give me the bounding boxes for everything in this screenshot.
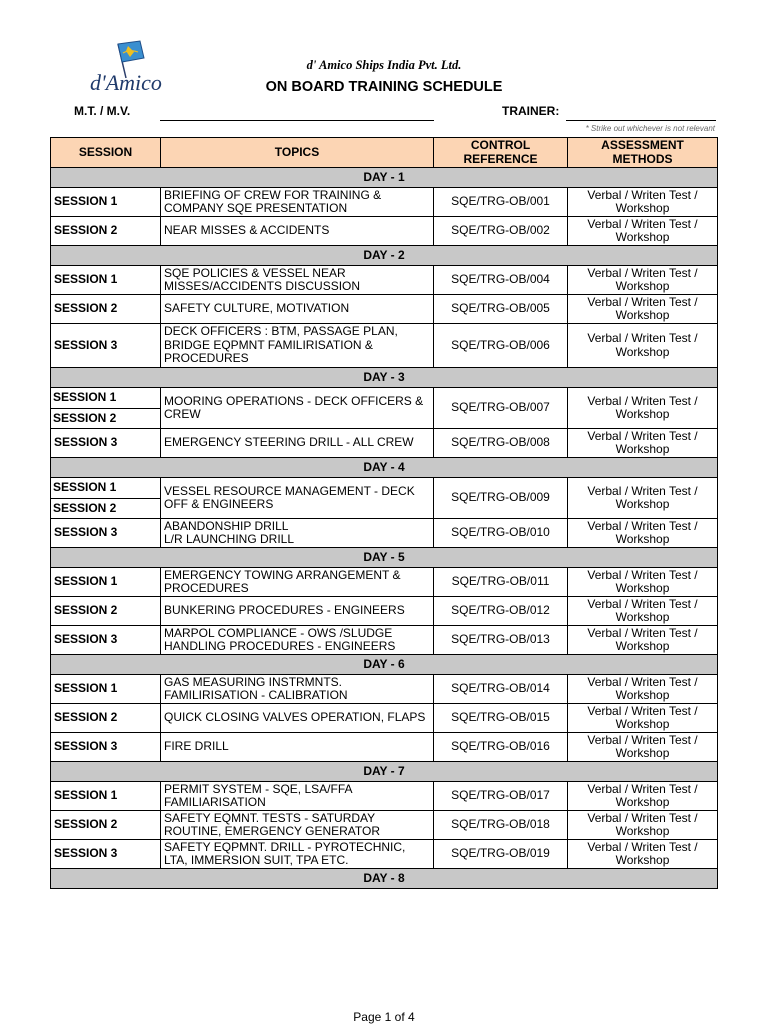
topic-cell: DECK OFFICERS : BTM, PASSAGE PLAN, BRIDGE EQPMNT FAMILIRISATION & PROCEDURES [161,324,434,368]
assessment-method-cell: Verbal / Writen Test / Workshop [568,429,718,458]
topic-cell: SAFETY EQMNT. TESTS - SATURDAY ROUTINE, EMERGENCY GENERATOR [161,811,434,840]
session-cell: SESSION 1 [51,568,161,597]
svg-text:d'Amico: d'Amico [90,70,162,95]
table-row [51,597,718,626]
control-reference-cell: SQE/TRG-OB/014 [434,675,568,704]
strike-out-note: * Strike out whichever is not relevant [585,124,715,133]
topic-cell: BRIEFING OF CREW FOR TRAINING & COMPANY SQE PRESENTATION [161,188,434,217]
day-header-row [51,655,718,675]
table-row [51,519,718,548]
topic-cell: GAS MEASURING INSTRMNTS. FAMILIRISATION - CALIBRATION [161,675,434,704]
day-label: DAY - 7 [51,762,718,782]
control-reference-cell: SQE/TRG-OB/009 [434,478,568,519]
control-reference-cell: SQE/TRG-OB/005 [434,295,568,324]
session-cell: SESSION 3 [51,519,161,548]
table-body [51,168,718,889]
session-cell: SESSION 1 [51,675,161,704]
control-reference-cell: SQE/TRG-OB/016 [434,733,568,762]
topic-cell: EMERGENCY STEERING DRILL - ALL CREW [161,429,434,458]
day-header-row [51,458,718,478]
assessment-method-cell: Verbal / Writen Test / Workshop [568,782,718,811]
assessment-method-cell: Verbal / Writen Test / Workshop [568,675,718,704]
table-row [51,266,718,295]
column-header-control-reference: CONTROL REFERENCE [434,138,568,168]
day-header-row [51,246,718,266]
assessment-method-cell: Verbal / Writen Test / Workshop [568,626,718,655]
table-row [51,429,718,458]
column-header-session: SESSION [51,138,161,168]
table-row [51,188,718,217]
table-row [51,324,718,368]
assessment-method-cell: Verbal / Writen Test / Workshop [568,324,718,368]
column-header-topics: TOPICS [161,138,434,168]
session-cell: SESSION 1 [51,266,161,295]
assessment-method-cell: Verbal / Writen Test / Workshop [568,840,718,869]
topic-cell: QUICK CLOSING VALVES OPERATION, FLAPS [161,704,434,733]
assessment-method-cell: Verbal / Writen Test / Workshop [568,519,718,548]
assessment-method-cell: Verbal / Writen Test / Workshop [568,568,718,597]
trainer-field[interactable] [566,120,716,121]
control-reference-cell: SQE/TRG-OB/012 [434,597,568,626]
topic-cell: SAFETY CULTURE, MOTIVATION [161,295,434,324]
session-cell: SESSION 2 [51,704,161,733]
table-header-row [51,138,718,168]
session-cell: SESSION 2 [51,295,161,324]
topic-cell: MARPOL COMPLIANCE - OWS /SLUDGE HANDLING PROCEDURES - ENGINEERS [161,626,434,655]
day-label: DAY - 5 [51,548,718,568]
control-reference-cell: SQE/TRG-OB/019 [434,840,568,869]
table-row [51,626,718,655]
control-reference-cell: SQE/TRG-OB/006 [434,324,568,368]
topic-cell: EMERGENCY TOWING ARRANGEMENT & PROCEDURES [161,568,434,597]
control-reference-cell: SQE/TRG-OB/002 [434,217,568,246]
session-cell: SESSION 2 [51,217,161,246]
control-reference-cell: SQE/TRG-OB/007 [434,388,568,429]
day-label: DAY - 4 [51,458,718,478]
table-row [51,840,718,869]
day-header-row [51,762,718,782]
session-cell [51,478,161,519]
assessment-method-cell: Verbal / Writen Test / Workshop [568,478,718,519]
assessment-method-cell: Verbal / Writen Test / Workshop [568,597,718,626]
session-cell: SESSION 1 [51,782,161,811]
table-row [51,388,718,429]
session-cell: SESSION 3 [51,840,161,869]
session-label: SESSION 2 [53,500,117,515]
control-reference-cell: SQE/TRG-OB/017 [434,782,568,811]
control-reference-cell: SQE/TRG-OB/010 [434,519,568,548]
topic-cell: FIRE DRILL [161,733,434,762]
assessment-method-cell: Verbal / Writen Test / Workshop [568,266,718,295]
assessment-method-cell: Verbal / Writen Test / Workshop [568,295,718,324]
table-row [51,782,718,811]
page-title: ON BOARD TRAINING SCHEDULE [265,79,503,95]
trainer-label: TRAINER: [502,104,560,118]
vessel-field[interactable] [160,120,434,121]
assessment-method-cell: Verbal / Writen Test / Workshop [568,733,718,762]
day-label: DAY - 8 [51,869,718,889]
control-reference-cell: SQE/TRG-OB/011 [434,568,568,597]
control-reference-cell: SQE/TRG-OB/015 [434,704,568,733]
table-row [51,675,718,704]
day-label: DAY - 3 [51,368,718,388]
control-reference-cell: SQE/TRG-OB/001 [434,188,568,217]
table-row [51,733,718,762]
assessment-method-cell: Verbal / Writen Test / Workshop [568,217,718,246]
table-row [51,811,718,840]
session-cell: SESSION 2 [51,597,161,626]
session-cell: SESSION 1 [51,188,161,217]
table-row [51,704,718,733]
day-header-row [51,869,718,889]
table-row [51,478,718,519]
session-cell: SESSION 3 [51,324,161,368]
topic-cell: SAFETY EQPMNT. DRILL - PYROTECHNIC, LTA, IMMERSION SUIT, TPA ETC. [161,840,434,869]
control-reference-cell: SQE/TRG-OB/013 [434,626,568,655]
day-header-row [51,368,718,388]
day-label: DAY - 6 [51,655,718,675]
session-label: SESSION 1 [51,478,160,499]
topic-cell: SQE POLICIES & VESSEL NEAR MISSES/ACCIDENTS DISCUSSION [161,266,434,295]
topic-cell: BUNKERING PROCEDURES - ENGINEERS [161,597,434,626]
company-name: d' Amico Ships India Pvt. Ltd. [306,58,462,72]
table-row [51,295,718,324]
topic-cell: VESSEL RESOURCE MANAGEMENT - DECK OFF & ENGINEERS [161,478,434,519]
session-label: SESSION 2 [53,410,117,425]
assessment-method-cell: Verbal / Writen Test / Workshop [568,704,718,733]
control-reference-cell: SQE/TRG-OB/008 [434,429,568,458]
session-cell: SESSION 3 [51,429,161,458]
session-cell: SESSION 2 [51,811,161,840]
topic-cell: NEAR MISSES & ACCIDENTS [161,217,434,246]
control-reference-cell: SQE/TRG-OB/018 [434,811,568,840]
training-schedule-table [50,137,718,889]
session-cell [51,388,161,429]
page-number: Page 1 of 4 [353,1010,415,1024]
topic-cell: ABANDONSHIP DRILL L/R LAUNCHING DRILL [161,519,434,548]
day-label: DAY - 1 [51,168,718,188]
assessment-method-cell: Verbal / Writen Test / Workshop [568,188,718,217]
column-header-assessment-methods: ASSESSMENT METHODS [568,138,718,168]
topic-cell: PERMIT SYSTEM - SQE, LSA/FFA FAMILIARISATION [161,782,434,811]
topic-cell: MOORING OPERATIONS - DECK OFFICERS & CREW [161,388,434,429]
day-header-row [51,548,718,568]
vessel-label: M.T. / M.V. [74,104,131,118]
table-row [51,217,718,246]
day-label: DAY - 2 [51,246,718,266]
control-reference-cell: SQE/TRG-OB/004 [434,266,568,295]
session-label: SESSION 1 [51,388,160,409]
table-row [51,568,718,597]
session-cell: SESSION 3 [51,626,161,655]
session-cell: SESSION 3 [51,733,161,762]
assessment-method-cell: Verbal / Writen Test / Workshop [568,388,718,429]
assessment-method-cell: Verbal / Writen Test / Workshop [568,811,718,840]
day-header-row [51,168,718,188]
